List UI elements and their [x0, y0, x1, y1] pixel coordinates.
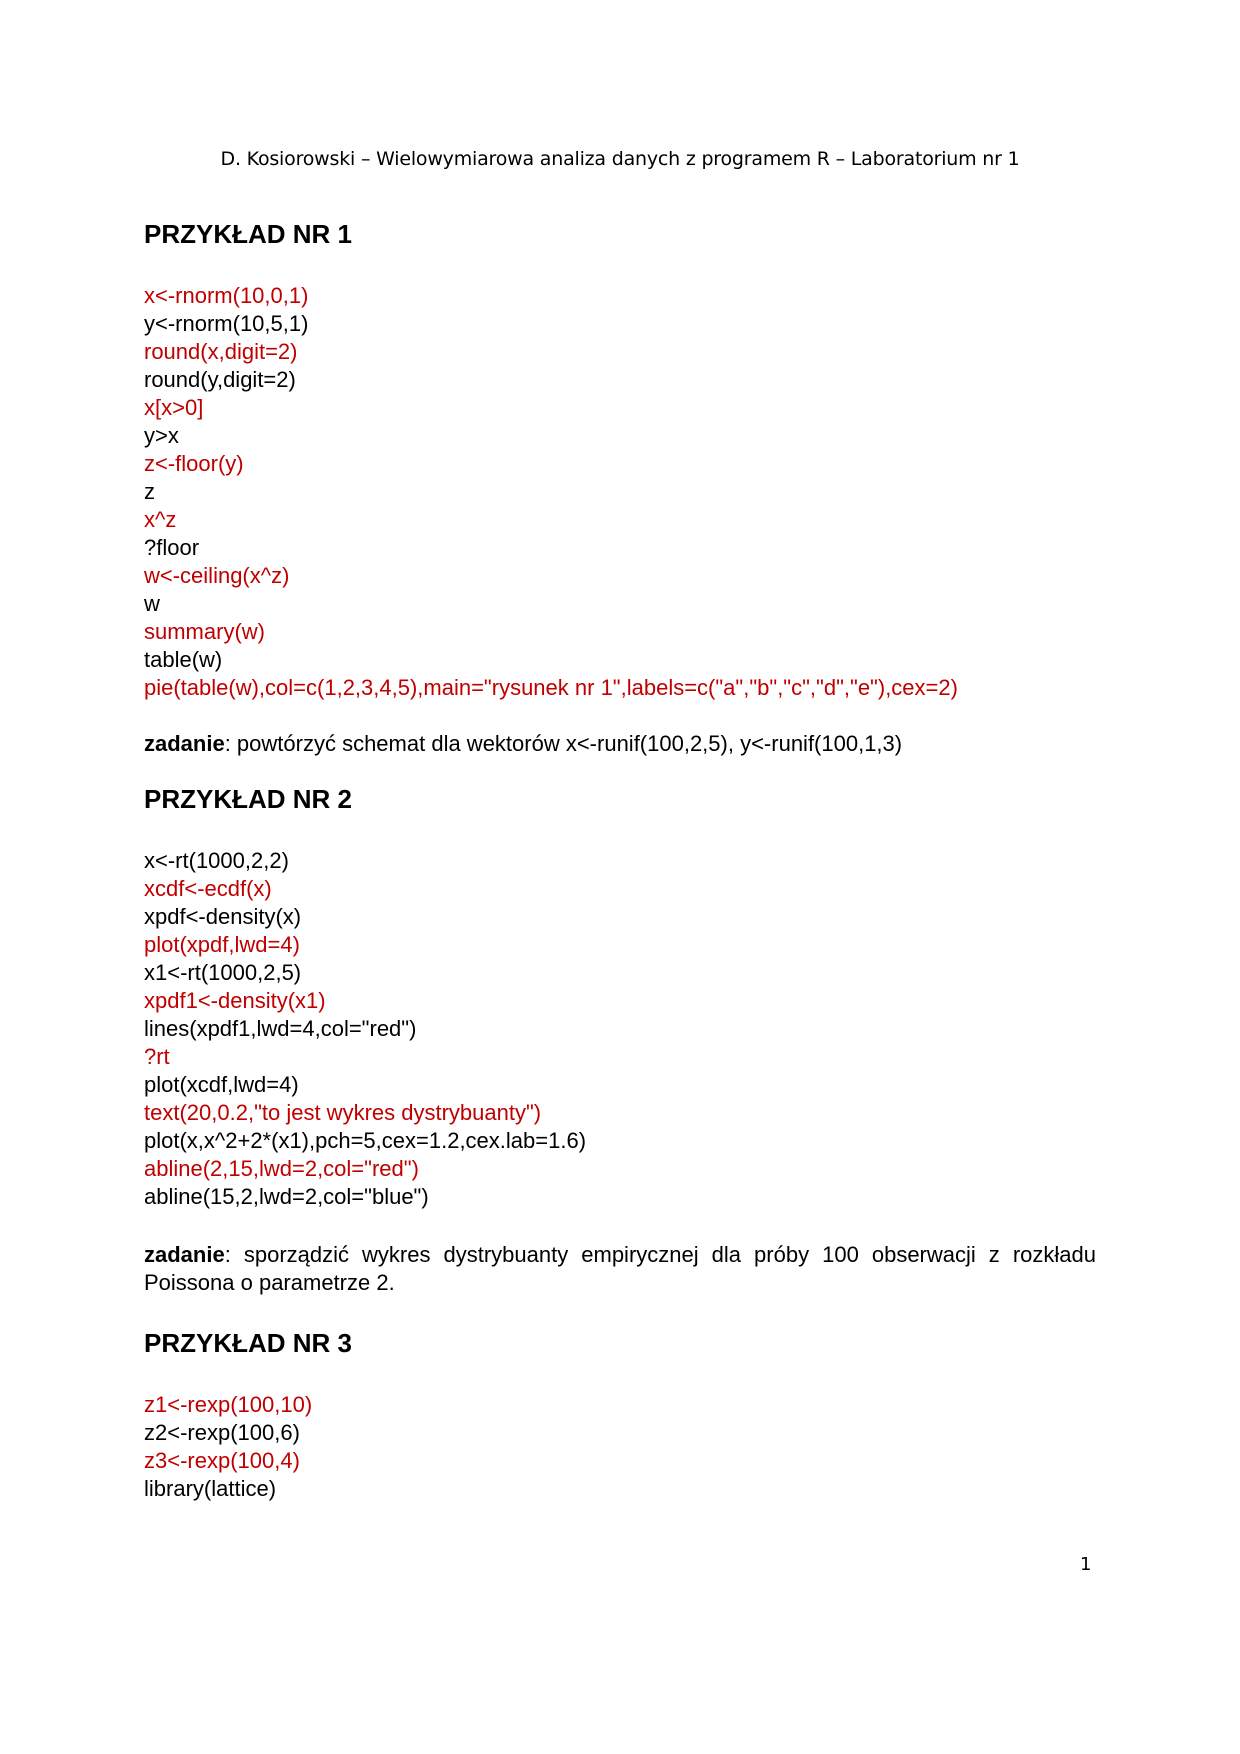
code-line: y>x — [144, 423, 179, 448]
code-line: plot(xcdf,lwd=4) — [144, 1072, 299, 1097]
code-line: pie(table(w),col=c(1,2,3,4,5),main="rysunek nr 1",labels=c("a","b","c","d","e"),cex=2) — [144, 675, 958, 700]
section-1-title: PRZYKŁAD NR 1 — [144, 219, 353, 249]
section-2-title: PRZYKŁAD NR 2 — [144, 784, 353, 814]
section-2-task — [144, 1241, 1096, 1297]
code-line: round(x,digit=2) — [144, 339, 298, 364]
code-line: x1<-rt(1000,2,5) — [144, 960, 302, 985]
task-label: zadanie — [144, 1242, 225, 1267]
section-1-code-block — [144, 282, 958, 702]
code-line: w<-ceiling(x^z) — [144, 563, 290, 588]
code-line: plot(xpdf,lwd=4) — [144, 932, 300, 957]
task-label: zadanie — [144, 731, 225, 756]
code-line: z2<-rexp(100,6) — [144, 1420, 300, 1445]
section-1-task — [144, 730, 1096, 758]
code-line: y<-rnorm(10,5,1) — [144, 311, 309, 336]
code-line: xcdf<-ecdf(x) — [144, 876, 272, 901]
code-line: x<-rnorm(10,0,1) — [144, 283, 309, 308]
code-line: xpdf<-density(x) — [144, 904, 302, 929]
code-line: z<-floor(y) — [144, 451, 244, 476]
code-line: x<-rt(1000,2,2) — [144, 848, 289, 873]
code-line: abline(2,15,lwd=2,col="red") — [144, 1156, 419, 1181]
code-line: ?rt — [144, 1044, 170, 1069]
code-line: z — [144, 479, 155, 504]
code-line: table(w) — [144, 647, 223, 672]
section-3-title: PRZYKŁAD NR 3 — [144, 1328, 353, 1358]
code-line: text(20,0.2,"to jest wykres dystrybuanty") — [144, 1100, 542, 1125]
code-line: ?floor — [144, 535, 200, 560]
code-line: lines(xpdf1,lwd=4,col="red") — [144, 1016, 417, 1041]
code-line: library(lattice) — [144, 1476, 277, 1501]
page-number: 1 — [1080, 1554, 1092, 1575]
section-2-code-block — [144, 847, 586, 1211]
page-header: D. Kosiorowski – Wielowymiarowa analiza danych z programem R – Laboratorium nr 1 — [220, 148, 1020, 170]
code-line: round(y,digit=2) — [144, 367, 296, 392]
task-text: : sporządzić wykres dystrybuanty empirycznej dla próby 100 obserwacji z rozkładu Poissona o parametrze 2. — [144, 1242, 1096, 1295]
task-text: : powtórzyć schemat dla wektorów x<-runif(100,2,5), y<-runif(100,1,3) — [224, 731, 903, 756]
code-line: x[x>0] — [144, 395, 204, 420]
section-3-code-block — [144, 1391, 312, 1503]
code-line: xpdf1<-density(x1) — [144, 988, 326, 1013]
code-line: w — [144, 591, 160, 616]
code-line: x^z — [144, 507, 177, 532]
code-line: z3<-rexp(100,4) — [144, 1448, 300, 1473]
code-line: abline(15,2,lwd=2,col="blue") — [144, 1184, 429, 1209]
code-line: z1<-rexp(100,10) — [144, 1392, 313, 1417]
code-line: plot(x,x^2+2*(x1),pch=5,cex=1.2,cex.lab=1.6) — [144, 1128, 587, 1153]
code-line: summary(w) — [144, 619, 265, 644]
